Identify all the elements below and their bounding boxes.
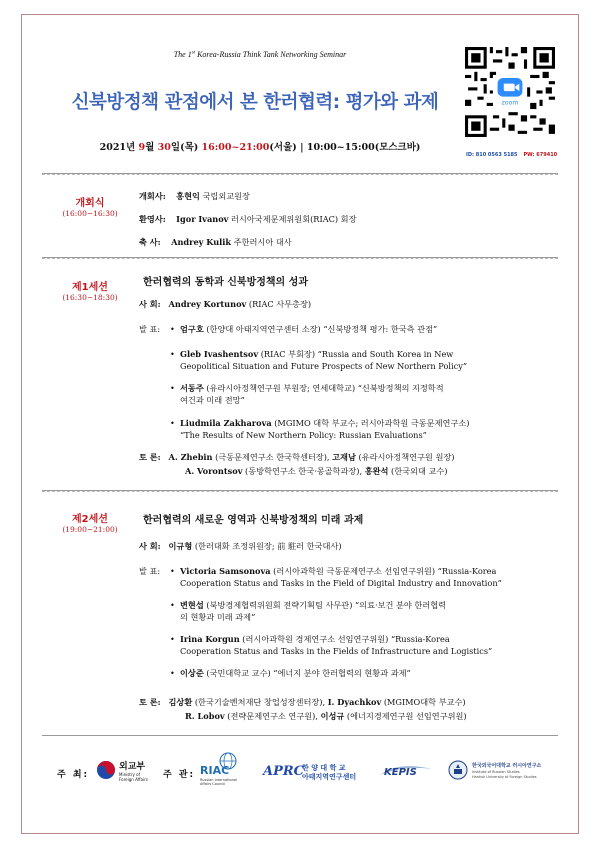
opening-time: (16:00~16:30) xyxy=(62,209,118,218)
hufs-name-ko: 한국외국어대학교 러시아연구소 xyxy=(472,763,542,769)
session1-heading: 한러협력의 동학과 신북방정책의 성과 xyxy=(143,277,309,288)
session2-presenter-3: • Irina Korgun (러시아과학원 경제연구소 선임연구위원) “Russia-Korea Cooperation Status and Tasks in the Fields of Infrastructure and Logistics” xyxy=(180,634,492,657)
mofa-logo xyxy=(96,760,116,780)
session1-chair: 사 회: Andrey Kortunov (RIAC 사무총장) xyxy=(139,299,312,309)
riac-name: RIAC xyxy=(200,764,230,777)
seminar-subtitle: The 1st Korea-Russia Think Tank Networking Seminar xyxy=(173,50,347,59)
hufs-logo xyxy=(448,760,468,780)
date-time-line: 2021년 9월 30일(목) 16:00~21:00(서울) | 10:00~15:00(모스크바) xyxy=(99,142,421,153)
host-label: 주 최: xyxy=(57,770,90,780)
hufs-emblem-icon xyxy=(448,760,468,780)
session1-presenter-3: • 서동주 (유라시아정책연구원 부원장; 연세대학교) “신북방정책의 지정학적 여건과 미래 전망” xyxy=(180,383,444,406)
divider xyxy=(42,173,558,175)
session1-presenter-4: • Liudmila Zakharova (MGIMO 대학 부교수; 러시아과학원 극동문제연구소) “The Results of New Northern Policy: Russian Evaluations” xyxy=(180,418,469,441)
session2-presenter-2: • 변현섭 (북방경제협력위원회 전략기획팀 사무관) “의료·보건 분야 한러협력 의 현황과 미래 과제” xyxy=(180,600,446,623)
opening-name: 개회식 xyxy=(75,198,105,209)
session2-discussants-2: R. Lobov (전략문제연구소 연구원), 이성규 (에너지경제연구원 선임연구위원) xyxy=(185,711,467,721)
session1-present-label: 발 표: xyxy=(139,324,161,334)
session2-discussants-1: 토 론: 김상환 (한국기술벤처재단 창업성장센터장), I. Dyachkov (MGIMO대학 부교수) xyxy=(139,697,466,707)
aprc-logo: APRC xyxy=(263,764,305,779)
session1-time: (16:30~18:30) xyxy=(62,293,118,302)
divider xyxy=(42,257,558,259)
footer-divider xyxy=(42,735,558,736)
session1-name: 제1세션 xyxy=(72,282,108,293)
opening-row-3: 축 사: Andrey Kulik 주한러시아 대사 xyxy=(139,237,292,247)
session2-chair: 사 회: 이규형 (한러대화 조정위원장; 前 駐러 한국대사) xyxy=(139,541,342,551)
session2-name: 제2세션 xyxy=(72,514,108,525)
mofa-name-ko: 외교부 xyxy=(119,762,146,772)
session2-presenter-1: • Victoria Samsonova (러시아과학원 극동문제연구소 선임연구위원) “Russia-Korea Cooperation Status and Tasks in the Field of Digital Industry and Innovation” xyxy=(180,566,502,589)
divider xyxy=(42,490,558,492)
session1-presenter-2: • Gleb Ivashentsov (RIAC 부회장) “Russia and South Korea in New Geopolitical Situation and Future Prospects of New Northern Policy” xyxy=(180,349,467,372)
hufs-name-en: Institute of Russian Studies Hankuk University of Foreign Studies xyxy=(472,770,537,779)
session2-present-label: 발 표: xyxy=(139,566,161,576)
session1-presenter-1: • 엄구호 (한양대 아태지역연구센터 소장) “신북방정책 평가: 한국측 관점” xyxy=(180,324,437,336)
riac-subtitle: Russian International Affairs Council xyxy=(200,778,237,786)
session1-discussants-1: 토 론: A. Zhebin (극동문제연구소 한국학센터장), 고재남 (유라시아정책연구원 원장) xyxy=(139,452,455,462)
page-title: 신북방정책 관점에서 본 한러협력: 평가와 과제 xyxy=(71,92,439,113)
session2-presenter-4: • 이상준 (국민대학교 교수) “에너지 분야 한러협력의 현황과 과제” xyxy=(180,668,411,680)
mofa-name-en: Ministry of Foreign Affairs xyxy=(119,772,148,782)
session2-time: (19:00~21:00) xyxy=(62,525,118,534)
kepis-name: KEPIS xyxy=(384,767,417,778)
opening-row-2: 환영사: Igor Ivanov 러시아국제문제위원회(RIAC) 회장 xyxy=(139,214,357,224)
aprc-name: 한 양 대 학 교 아태지역연구센터 xyxy=(302,764,357,781)
zoom-qr-code[interactable] xyxy=(465,47,555,137)
organizer-label: 주 관: xyxy=(163,770,196,780)
mofa-emblem-icon xyxy=(96,760,116,780)
kepis-logo xyxy=(378,763,434,781)
zoom-credentials: ID: 810 0563 5185 PW: 679410 xyxy=(466,152,558,158)
riac-logo xyxy=(200,752,250,786)
zoom-label: zoom xyxy=(501,99,519,107)
session1-discussants-2: A. Vorontsov (동방학연구소 한국·몽골학과장), 홍완석 (한국외대 교수) xyxy=(185,466,448,476)
opening-row-1: 개회사: 홍현익 국립외교원장 xyxy=(139,191,250,201)
session2-heading: 한러협력의 새로운 영역과 신북방정책의 미래 과제 xyxy=(143,515,364,526)
